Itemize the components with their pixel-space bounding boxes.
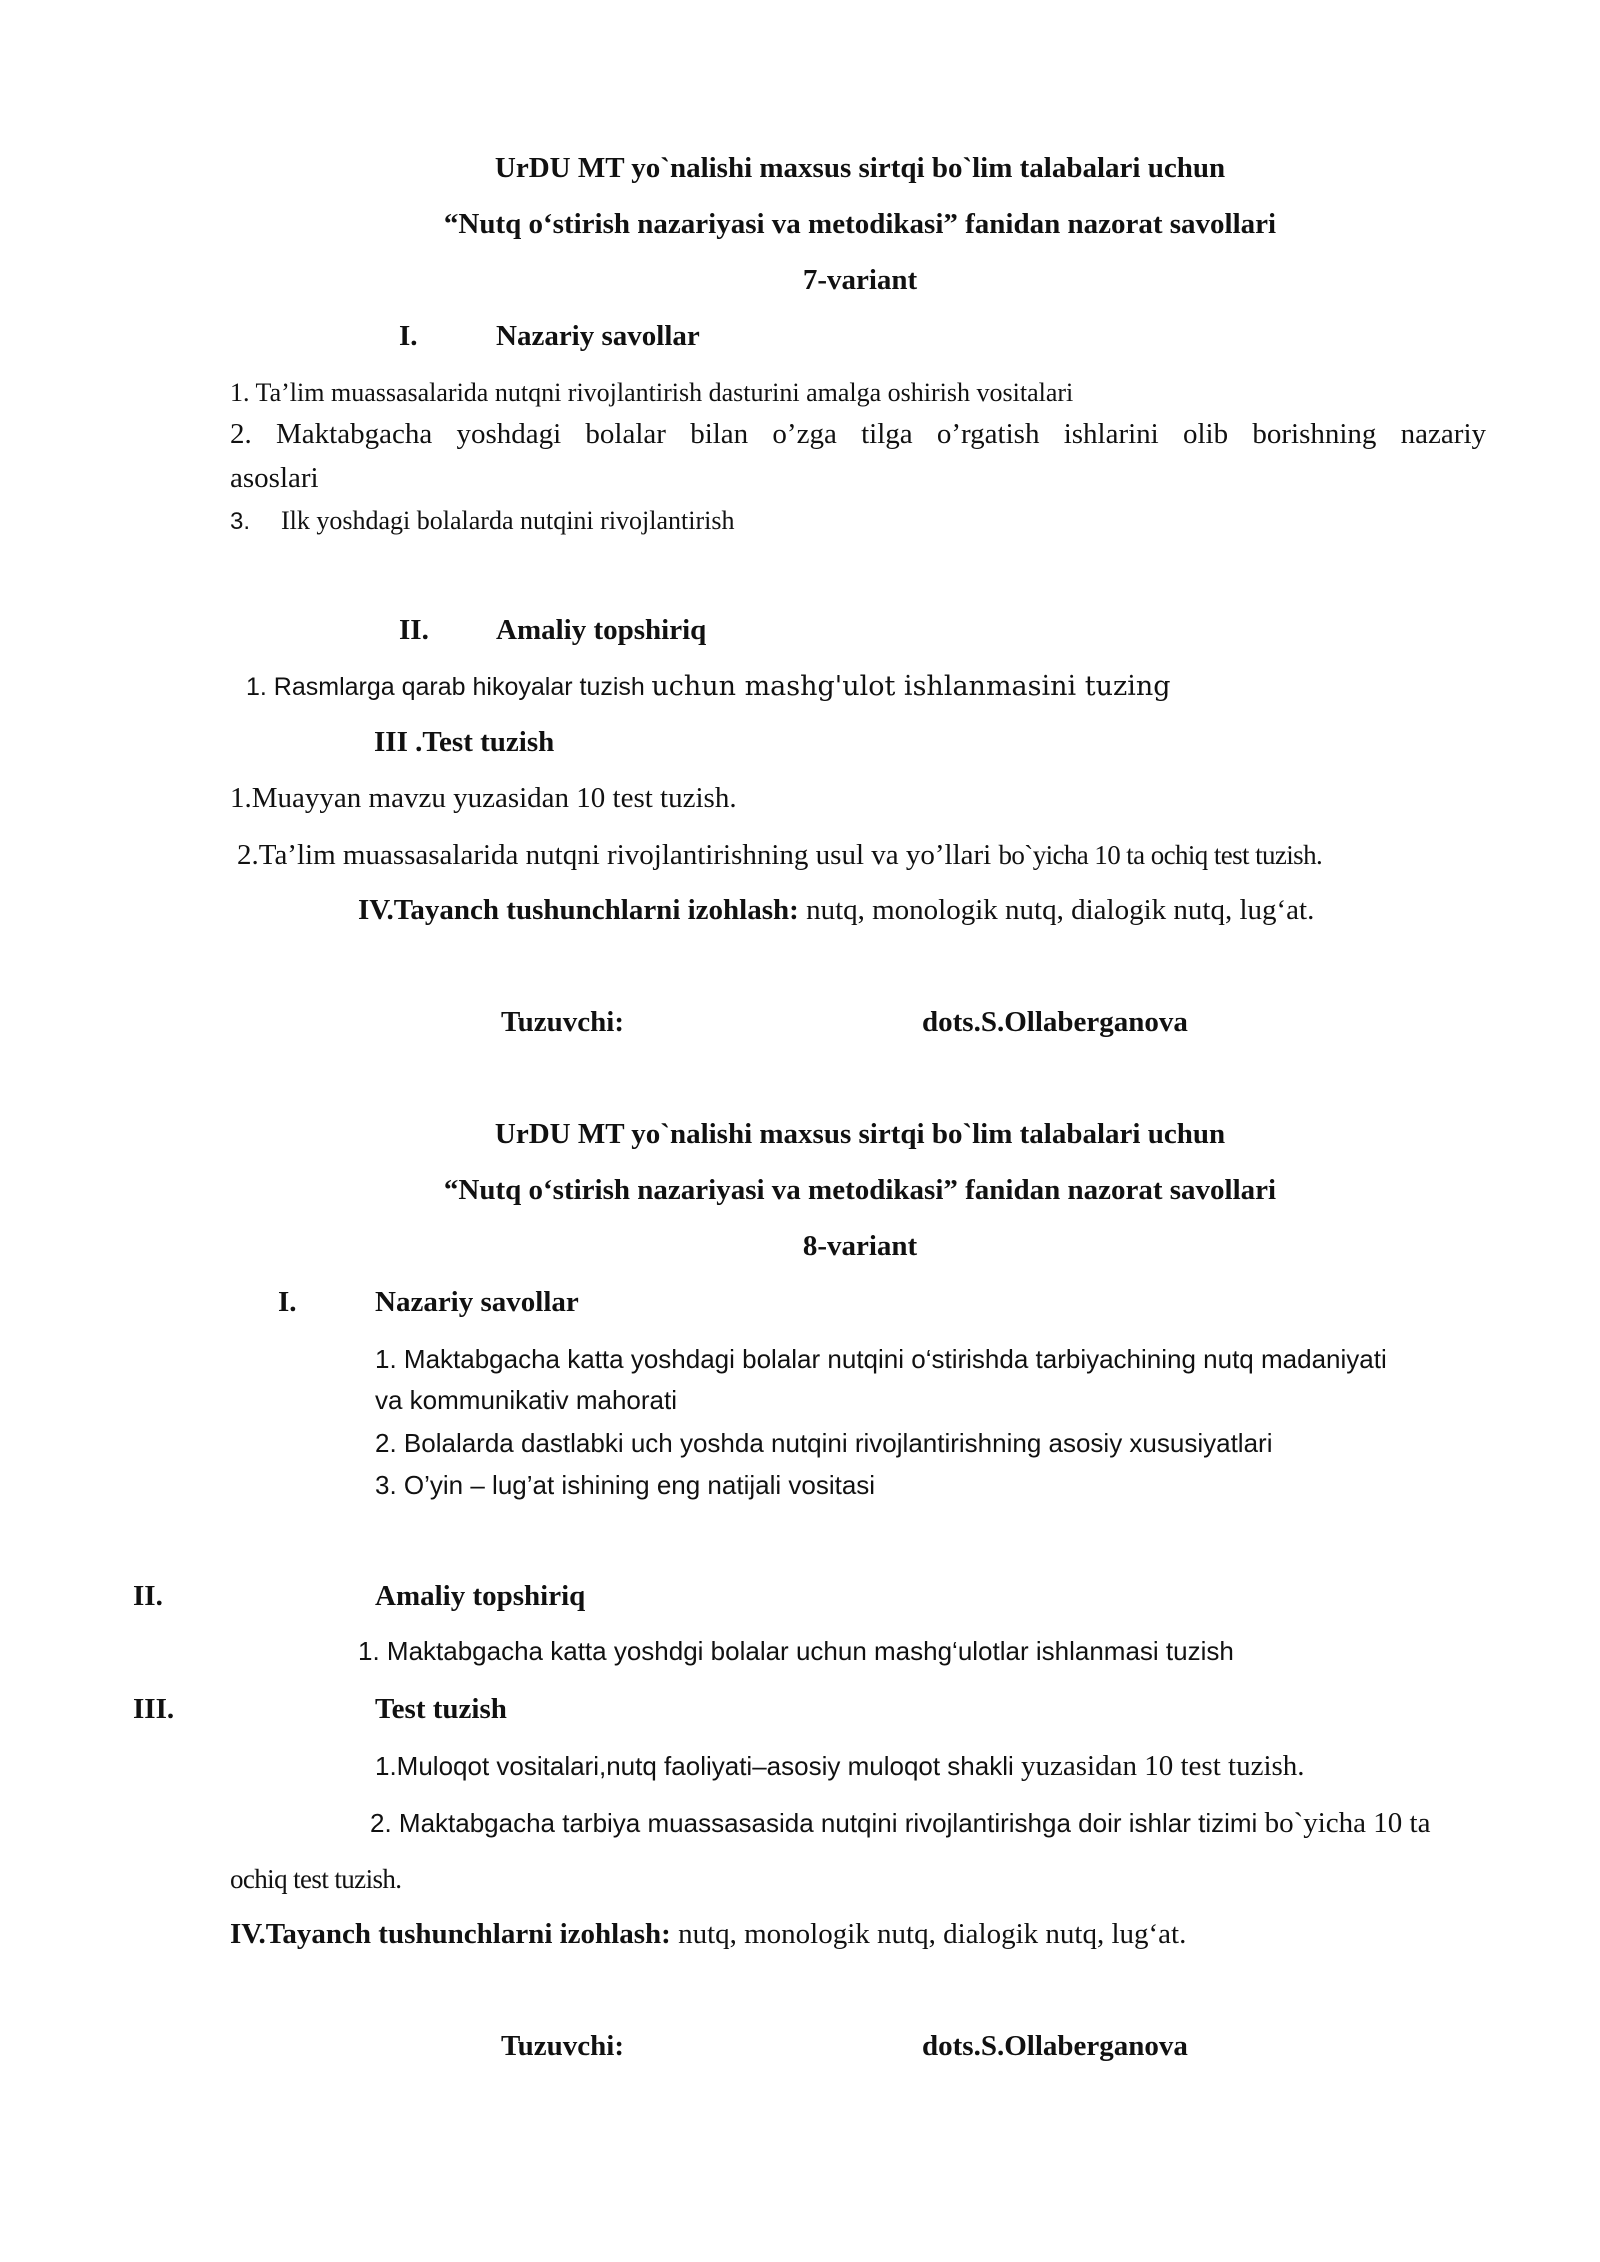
v8-question-3: 3. O’yin – lug’at ishining eng natijali vositasi [375, 1470, 876, 1500]
v8-section4-label: IV.Tayanch tushunchlarni izohlash: [230, 1918, 671, 1950]
v7-question-3-number: 3. [230, 508, 251, 535]
v7-test-2-part1: 2.Ta’lim muassasalarida nutqni rivojlantirishning usul va yo’llari [237, 839, 992, 871]
v7-variant-title: 7-variant [802, 264, 918, 296]
v7-test-1: 1.Muayyan mavzu yuzasidan 10 test tuzish. [230, 782, 737, 814]
v8-test-1-part1: 1.Muloqot vositalari,nutq faoliyati–asosiy muloqot shakli [375, 1751, 1014, 1781]
v8-question-2: 2. Bolalarda dastlabki uch yoshda nutqini rivojlantirishning asosiy xususiyatlari [375, 1428, 1273, 1458]
v8-header-line1: UrDU MT yo`nalishi maxsus sirtqi bo`lim talabalari uchun [494, 1118, 1226, 1150]
v7-question-2-line1: 2. Maktabgacha yoshdagi bolalar bilan o’zga tilga o’rgatish ishlarini olib borishning nazariy [230, 418, 1486, 450]
v7-question-1: 1. Ta’lim muassasalarida nutqni rivojlantirish dasturini amalga oshirish vositalari [230, 378, 1074, 407]
v7-question-3: Ilk yoshdagi bolalarda nutqini rivojlantirish [281, 506, 735, 535]
v8-test-2-continuation: ochiq test tuzish. [230, 1864, 402, 1894]
v7-section4 [358, 894, 1314, 927]
v8-section2-title: Amaliy topshiriq [375, 1580, 586, 1612]
v8-variant-title: 8-variant [802, 1230, 918, 1262]
v8-author-label: Tuzuvchi: [501, 2030, 625, 2062]
v8-section3-number: III. [133, 1693, 175, 1725]
v8-question-1-line1: 1. Maktabgacha katta yoshdagi bolalar nutqini o‘stirishda tarbiyachining nutq madaniyati [375, 1344, 1387, 1374]
v7-section3-title: III .Test tuzish [374, 726, 555, 758]
v7-header-line2: “Nutq o‘stirish nazariyasi va metodikasi” fanidan nazorat savollari [443, 208, 1277, 240]
v8-test-1-part2: yuzasidan 10 test tuzish. [1013, 1750, 1305, 1782]
v7-section2-number: II. [399, 614, 429, 646]
v7-section1-number: I. [399, 320, 418, 352]
v8-section4 [230, 1918, 1186, 1951]
v8-section1-title: Nazariy savollar [375, 1286, 579, 1318]
v8-author-name: dots.S.Ollaberganova [922, 2030, 1188, 2062]
v7-task-1 [246, 671, 1171, 702]
v8-section2-number: II. [133, 1580, 163, 1612]
v8-section4-text: nutq, monologik nutq, dialogik nutq, lug‘at. [670, 1918, 1187, 1950]
v8-test-2 [370, 1807, 1430, 1840]
v7-author-name: dots.S.Ollaberganova [922, 1006, 1188, 1038]
v7-section4-label: IV.Tayanch tushunchlarni izohlash: [358, 894, 799, 926]
v8-test-2-part1: 2. Maktabgacha tarbiya muassasasida nutqini rivojlantirishga doir ishlar tizimi [370, 1808, 1258, 1838]
v8-test-2-part2: bo`yicha 10 ta [1257, 1807, 1431, 1839]
v7-test-2 [237, 839, 1322, 872]
v7-section1-title: Nazariy savollar [496, 320, 700, 352]
v7-task-1-part1: 1. Rasmlarga qarab hikoyalar tuzish [246, 673, 645, 701]
v8-task-1: 1. Maktabgacha katta yoshdgi bolalar uchun mashg‘ulotlar ishlanmasi tuzish [358, 1636, 1234, 1666]
v7-question-2-line2: asoslari [230, 462, 319, 494]
v7-header-line1: UrDU MT yo`nalishi maxsus sirtqi bo`lim talabalari uchun [494, 152, 1226, 184]
v8-section3-title: Test tuzish [375, 1693, 507, 1725]
v8-header-line2: “Nutq o‘stirish nazariyasi va metodikasi” fanidan nazorat savollari [443, 1174, 1277, 1206]
v8-section1-number: I. [278, 1286, 297, 1318]
v7-task-1-part2: uchun mashg'ulot ishlanmasini tuzing [651, 671, 1171, 702]
v7-section4-text: nutq, monologik nutq, dialogik nutq, lug‘at. [798, 894, 1315, 926]
v8-question-1-line2: va kommunikativ mahorati [375, 1385, 677, 1415]
v7-author-label: Tuzuvchi: [501, 1006, 625, 1038]
v7-section2-title: Amaliy topshiriq [496, 614, 707, 646]
v8-test-1 [375, 1750, 1305, 1783]
v7-test-2-part2: bo`yicha 10 ta ochiq test tuzish. [998, 840, 1323, 870]
